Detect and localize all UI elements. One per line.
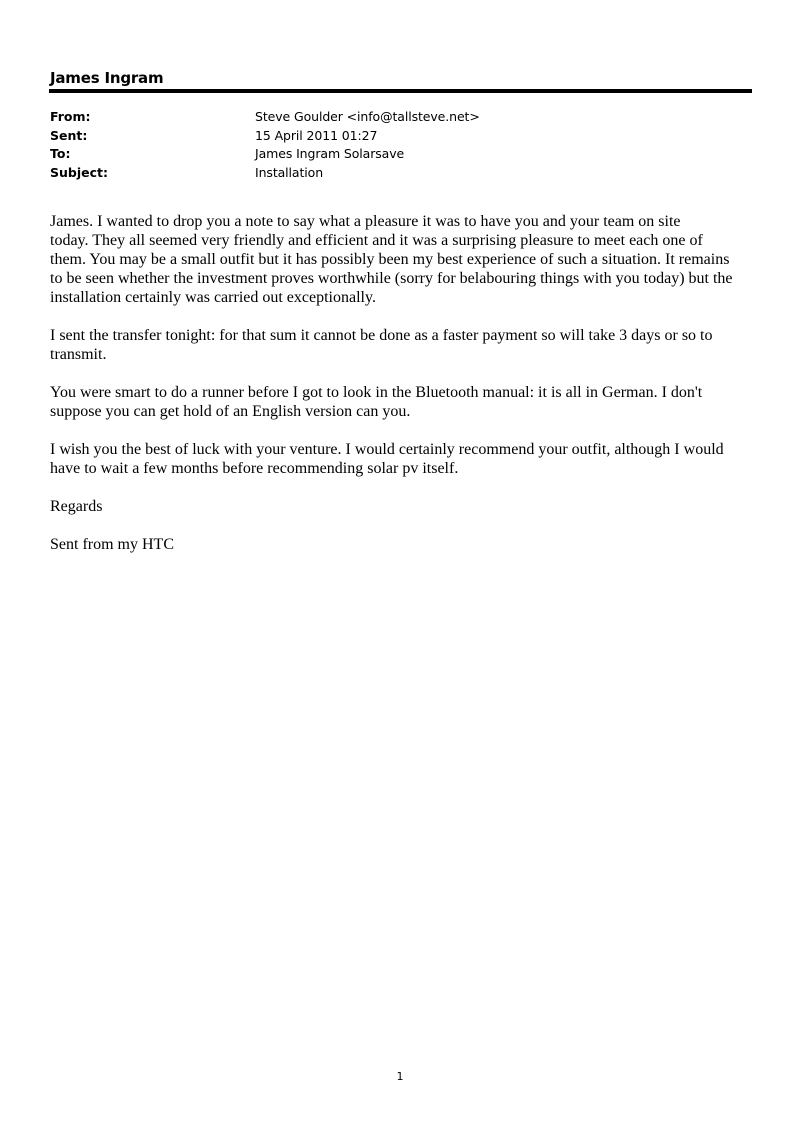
- from-label: From:: [50, 109, 91, 124]
- from-row: [50, 108, 480, 127]
- subject-row: [50, 164, 480, 183]
- body-paragraph: You were smart to do a runner before I got to look in the Bluetooth manual: it is all in German. I don't suppose you can get hold of an English version can you.: [50, 384, 703, 420]
- closing: Regards: [50, 498, 103, 515]
- body-paragraph: I wish you the best of luck with your venture. I would certainly recommend your outfit, although I would have to wait a few months before recommending solar pv itself.: [50, 441, 724, 477]
- sent-label: Sent:: [50, 127, 88, 143]
- from-value: Steve Goulder <info@tallsteve.net>: [255, 109, 480, 124]
- signature: Sent from my HTC: [50, 536, 174, 553]
- to-value: James Ingram Solarsave: [255, 146, 405, 161]
- body-paragraph: James. I wanted to drop you a note to say what a pleasure it was to have you and your team on site today. They all seemed very friendly and efficient and it was a surprising pleasure to meet each one of them. You may be a small outfit but it has possibly been my best experience of such a situation. It remains to be seen whether the investment proves worthwhile (sorry for belabouring things with you today) but the installation certainly was carried out exceptionally.: [50, 213, 733, 306]
- to-row: [50, 145, 480, 164]
- subject-value: Installation: [255, 164, 324, 180]
- subject-label: Subject:: [50, 164, 108, 180]
- email-body: [50, 212, 760, 573]
- page-number: 1: [396, 1070, 404, 1083]
- to-label: To:: [50, 146, 71, 161]
- page-owner-name: James Ingram: [50, 69, 164, 87]
- email-headers: [50, 108, 480, 182]
- header-divider: [49, 89, 752, 93]
- body-paragraph: I sent the transfer tonight: for that sum it cannot be done as a faster payment so will take 3 days or so to transmit.: [50, 327, 713, 363]
- sent-row: [50, 127, 480, 146]
- sent-value: 15 April 2011 01:27: [255, 127, 378, 143]
